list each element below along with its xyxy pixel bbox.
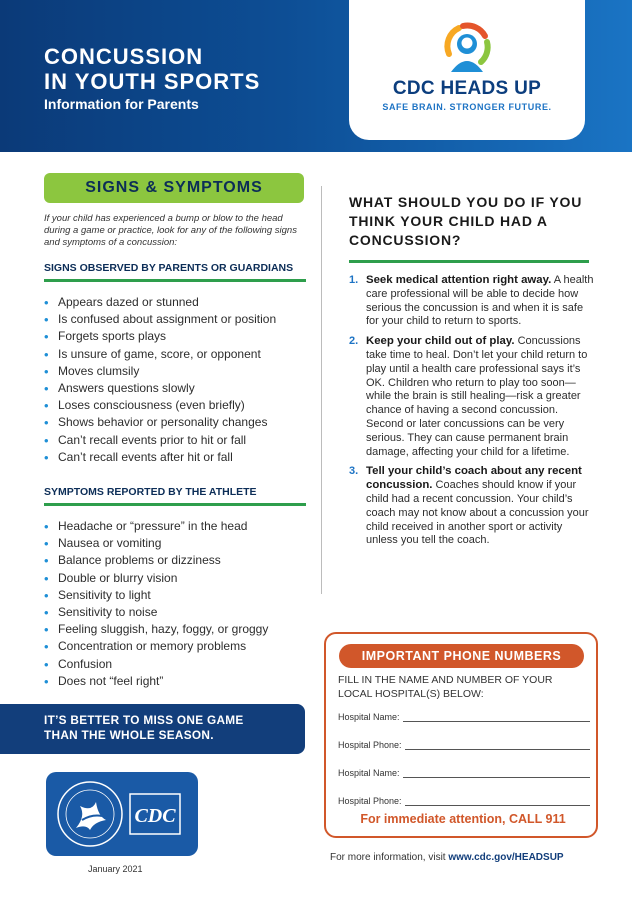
fill-line[interactable]: [405, 741, 590, 750]
list-item: • Sensitivity to light: [44, 587, 314, 604]
list-item: • Sensitivity to noise: [44, 604, 314, 621]
title-subtitle: Information for Parents: [44, 96, 199, 112]
step-text: A health care professional will be able to decide how serious the concussion is and when it is safe for your child to return to sports.: [366, 274, 594, 328]
fill-line[interactable]: [405, 797, 590, 806]
observed-signs-list: [44, 294, 314, 466]
hospital-phone-field-2[interactable]: [338, 796, 590, 806]
cdc-logo-text: CDC: [134, 805, 176, 827]
observed-signs-heading: SIGNS OBSERVED BY PARENTS OR GUARDIANS: [44, 262, 306, 282]
signs-symptoms-pill: SIGNS & SYMPTOMS: [44, 173, 304, 203]
step-text: Coaches should know if your child had a recent concussion. Your child’s coach may not know about a concussion your child received in another sport or activity unless you tell the coach.: [366, 479, 589, 547]
hospital-phone-field-1[interactable]: [338, 740, 590, 750]
field-label: Hospital Phone:: [338, 740, 402, 750]
fill-line[interactable]: [403, 713, 590, 722]
more-info: [330, 852, 564, 863]
header-banner: [0, 0, 632, 152]
fill-line[interactable]: [403, 769, 590, 778]
step-number: 1.: [349, 274, 359, 286]
publication-date: January 2021: [88, 864, 143, 874]
action-step: [349, 335, 594, 459]
step-number: 3.: [349, 465, 359, 478]
miss-one-game-banner: [0, 704, 305, 754]
phone-numbers-heading: IMPORTANT PHONE NUMBERS: [339, 644, 584, 668]
list-item: • Can’t recall events prior to hit or fall: [44, 432, 314, 449]
logo-tagline: SAFE BRAIN. STRONGER FUTURE.: [382, 102, 552, 112]
step-lead: Tell your child’s coach about any recent concussion.: [366, 465, 582, 492]
list-item: • Confusion: [44, 656, 314, 673]
list-item: • Loses consciousness (even briefly): [44, 397, 314, 414]
step-lead: Seek medical attention right away.: [366, 274, 552, 286]
field-label: Hospital Name:: [338, 768, 400, 778]
field-label: Hospital Name:: [338, 712, 400, 722]
action-step: [349, 274, 594, 329]
list-item: • Double or blurry vision: [44, 570, 314, 587]
list-item: • Moves clumsily: [44, 363, 314, 380]
list-item: • Answers questions slowly: [44, 380, 314, 397]
hhs-eagle-icon: [46, 772, 198, 856]
list-item: • Feeling sluggish, hazy, foggy, or groggy: [44, 621, 314, 638]
hhs-cdc-logo: [46, 772, 198, 856]
list-item: • Can’t recall events after hit or fall: [44, 449, 314, 466]
phone-numbers-box: [324, 632, 598, 838]
banner-line-1: IT’S BETTER TO MISS ONE GAME: [44, 713, 244, 727]
call-911-notice: For immediate attention, CALL 911: [360, 812, 566, 826]
step-lead: Keep your child out of play.: [366, 335, 515, 348]
action-step: [349, 465, 594, 548]
title-line-2: IN YOUTH SPORTS: [44, 69, 261, 94]
field-label: Hospital Phone:: [338, 796, 402, 806]
phone-instructions: FILL IN THE NAME AND NUMBER OF YOUR LOCAL HOSPITAL(S) BELOW:: [338, 674, 553, 700]
heads-up-logo: [349, 0, 585, 140]
list-item: • Is unsure of game, score, or opponent: [44, 346, 314, 363]
action-steps: [349, 274, 594, 554]
list-item: • Appears dazed or stunned: [44, 294, 314, 311]
list-item: • Headache or “pressure” in the head: [44, 518, 314, 535]
column-divider: [321, 186, 322, 594]
list-item: • Nausea or vomiting: [44, 535, 314, 552]
reported-symptoms-list: [44, 518, 314, 690]
banner-line-2: THAN THE WHOLE SEASON.: [44, 728, 214, 742]
logo-name: CDC HEADS UP: [392, 78, 542, 99]
list-item: • Does not “feel right”: [44, 673, 314, 690]
action-title: WHAT SHOULD YOU DO IF YOU THINK YOUR CHILD HAD A CONCUSSION?: [349, 193, 589, 263]
list-item: • Shows behavior or personality changes: [44, 414, 314, 431]
step-text: Concussions take time to heal. Don’t let your child return to play until a health care professional says it’s OK. Children who return to play too soon—while the brain is still healing—risk a greater chance of having a second concussion. Second or later concussions can be very serious. They can cause permanent brain damage, affecting your child for a lifetime.: [366, 335, 588, 458]
list-item: • Balance problems or dizziness: [44, 552, 314, 569]
step-number: 2.: [349, 335, 359, 348]
more-info-prefix: For more information, visit: [330, 852, 446, 863]
list-item: • Forgets sports plays: [44, 328, 314, 345]
title-line-1: CONCUSSION: [44, 44, 204, 69]
reported-symptoms-heading: SYMPTOMS REPORTED BY THE ATHLETE: [44, 486, 306, 506]
headsup-link[interactable]: www.cdc.gov/HEADSUP: [448, 852, 564, 863]
hospital-name-field-2[interactable]: [338, 768, 590, 778]
heads-up-person-icon: [441, 20, 493, 72]
list-item: • Concentration or memory problems: [44, 638, 314, 655]
document-title: [44, 44, 260, 112]
list-item: • Is confused about assignment or position: [44, 311, 314, 328]
signs-intro: If your child has experienced a bump or blow to the head during a game or practice, look for any of the following signs and symptoms of a concussion:: [44, 213, 297, 248]
hospital-name-field-1[interactable]: [338, 712, 590, 722]
